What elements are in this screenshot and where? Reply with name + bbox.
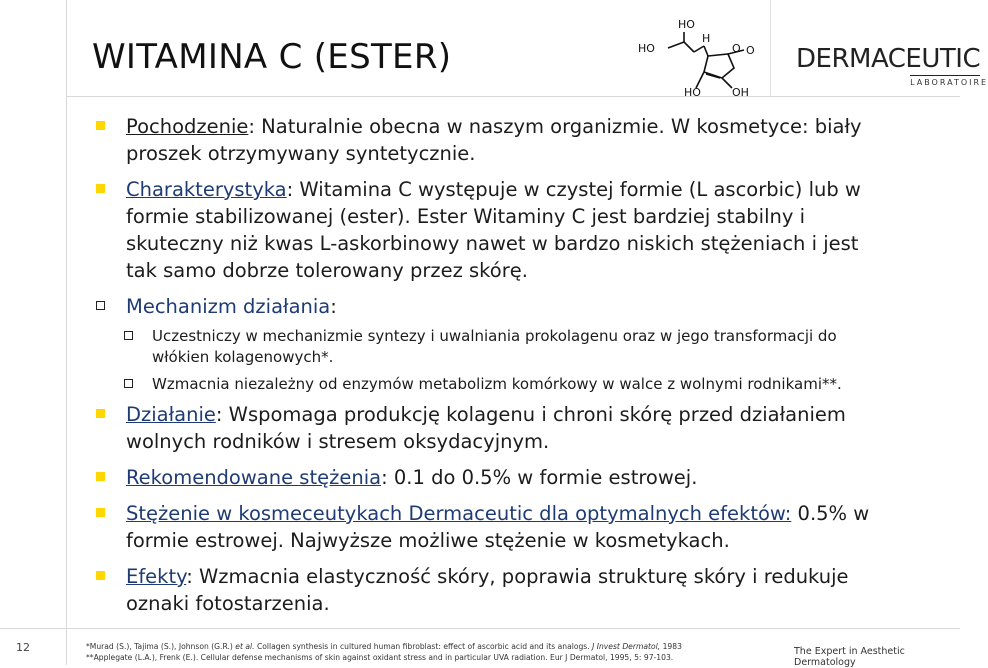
- bullet-text: 0.5% w formie estrowej. Najwyższe możliwe stężenie w kosmetykach.: [126, 502, 870, 552]
- bullet-sep: :: [186, 565, 193, 588]
- left-rule: [66, 0, 67, 665]
- mol-label-o-ring: O: [732, 42, 741, 55]
- mol-label-h: H: [702, 32, 711, 45]
- bullet-label: Efekty: [126, 565, 187, 588]
- bullet-item-mechanism: [96, 293, 886, 320]
- bullet-square-icon: [96, 121, 105, 130]
- bullet-square-icon: [96, 508, 105, 517]
- header-separator: [770, 0, 771, 96]
- bullet-sep: :: [286, 178, 294, 201]
- bullet-sep: :: [381, 466, 388, 489]
- bullet-square-outline-icon: [124, 331, 133, 340]
- bullet-item-recommended: [96, 464, 886, 491]
- subbullet-item: [124, 374, 886, 395]
- mol-label-oh: OH: [732, 86, 749, 99]
- ascorbyl-molecule-diagram: [636, 16, 762, 98]
- footnote-year: 1983: [660, 642, 682, 651]
- footnote-2: **Applegate (L.A.), Frenk (E.). Cellular defense mechanisms of skin against oxidant stress and in particular UVA radiation. Eur J Dermatol, 1995, 5: 97-103.: [86, 653, 674, 662]
- bullet-square-icon: [96, 184, 105, 193]
- bullet-text: Naturalnie obecna w naszym organizmie. W kosmetyce: biały proszek otrzymywany syntetycznie.: [126, 115, 862, 165]
- bullet-text: Wspomaga produkcję kolagenu i chroni skórę przed działaniem wolnych rodników i stresem oksydacyjnym.: [126, 403, 846, 453]
- logo-sub: LABORATOIRE: [910, 75, 980, 87]
- bullet-label: Działanie: [126, 403, 216, 426]
- logo-brand: DERMACEUTIC: [796, 44, 981, 74]
- bullet-label: Stężenie w kosmeceutykach Dermaceutic dla optymalnych efektów:: [126, 502, 792, 525]
- mol-label-ho2: HO: [678, 18, 695, 31]
- page-number: 12: [16, 641, 30, 654]
- mol-label-ho3: HO: [684, 86, 701, 99]
- footnote-authors: *Murad (S.), Tajima (S.), Johnson (G.R.): [86, 642, 233, 651]
- footnote-journal: J Invest Dermatol,: [589, 642, 661, 651]
- footnote-etal: et al.: [235, 642, 255, 651]
- footer-rule: [0, 628, 960, 629]
- mol-label-ho1: HO: [638, 42, 655, 55]
- footnote-title: Collagen synthesis in cultured human fibroblast: effect of ascorbic acid and its analogs.: [254, 642, 590, 651]
- subbullet-item: [124, 326, 886, 368]
- header-rule: [66, 96, 960, 97]
- bullet-label: Charakterystyka: [126, 178, 287, 201]
- subbullet-text: Wzmacnia niezależny od enzymów metabolizm komórkowy w walce z wolnymi rodnikami**.: [152, 375, 842, 393]
- bullet-label: Rekomendowane stężenia: [126, 466, 382, 489]
- subbullet-text: Uczestniczy w mechanizmie syntezy i uwalniania prokolagenu oraz w jego transformacji do włókien kolagenowych*.: [152, 327, 837, 366]
- dermaceutic-logo: [796, 44, 988, 87]
- bullet-sep: :: [330, 295, 337, 318]
- bullet-list: [96, 113, 886, 626]
- bullet-text: Wzmacnia elastyczność skóry, poprawia strukturę skóry i redukuje oznaki fotostarzenia.: [126, 565, 849, 615]
- bullet-square-outline-icon: [124, 379, 133, 388]
- bullet-label: Pochodzenie: [126, 115, 249, 138]
- bullet-sep: :: [215, 403, 223, 426]
- bullet-square-icon: [96, 472, 105, 481]
- bullet-text: 0.1 do 0.5% w formie estrowej.: [387, 466, 698, 489]
- bullet-square-icon: [96, 571, 105, 580]
- bullet-item-characteristics: [96, 176, 886, 284]
- bullet-item-concentration: [96, 500, 886, 554]
- bullet-item-effects: [96, 563, 886, 617]
- bullet-square-outline-icon: [96, 301, 105, 310]
- bullet-square-icon: [96, 409, 105, 418]
- bullet-sep: :: [248, 115, 255, 138]
- mol-label-o-carbonyl: O: [746, 44, 755, 57]
- bullet-item-origin: [96, 113, 886, 167]
- bullet-item-action: [96, 401, 886, 455]
- bullet-label: Mechanizm działania: [126, 295, 331, 318]
- brand-tagline: The Expert in Aesthetic Dermatology: [794, 646, 905, 668]
- footnotes: [86, 641, 776, 663]
- footnote-1: [86, 641, 776, 652]
- bullet-text: Witamina C występuje w czystej formie (L ascorbic) lub w formie stabilizowanej (ester). Ester Witaminy C jest bardziej stabilny i skuteczny niż kwas L-askorbinowy nawet w bardzo niskich stężeniach i jest tak samo dobrze tolerowany przez skórę.: [126, 178, 861, 282]
- slide-title: WITAMINA C (ESTER): [92, 37, 452, 77]
